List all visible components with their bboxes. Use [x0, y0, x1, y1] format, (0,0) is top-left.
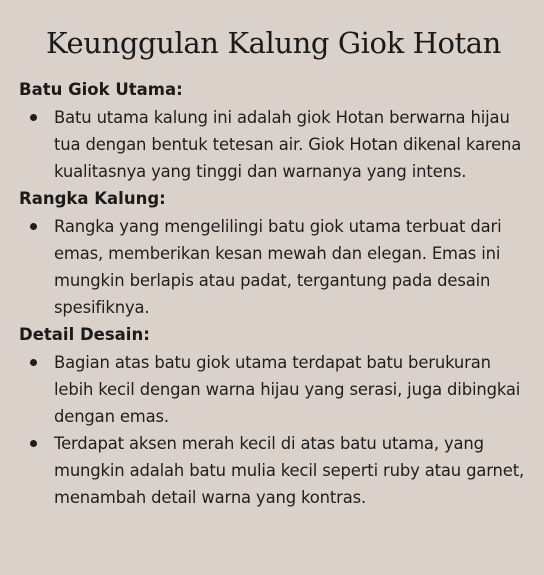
section-detail-desain [19, 321, 528, 511]
list-item [19, 430, 528, 511]
document-title: Keunggulan Kalung Giok Hotan [46, 26, 501, 60]
bullet-list [19, 349, 528, 511]
section-heading: Batu Giok Utama: [19, 80, 183, 99]
bullet-icon [30, 359, 37, 366]
bullet-list [19, 104, 528, 185]
bullet-icon [30, 440, 37, 447]
section-rangka-kalung [19, 185, 528, 321]
section-heading: Detail Desain: [19, 325, 150, 344]
bullet-icon [30, 114, 37, 121]
section-batu-giok-utama [19, 76, 528, 185]
list-item-text: Bagian atas batu giok utama terdapat batu berukuran lebih kecil dengan warna hijau yang serasi, juga dibingkai dengan emas. [54, 353, 521, 426]
list-item-text: Batu utama kalung ini adalah giok Hotan berwarna hijau tua dengan bentuk tetesan air. Giok Hotan dikenal karena kualitasnya yang tinggi dan warnanya yang intens. [54, 108, 522, 181]
bullet-icon [30, 223, 37, 230]
list-item-text: Rangka yang mengelilingi batu giok utama terbuat dari emas, memberikan kesan mewah dan elegan. Emas ini mungkin berlapis atau padat, tergantung pada desain spesifiknya. [54, 217, 502, 317]
list-item-text: Terdapat aksen merah kecil di atas batu utama, yang mungkin adalah batu mulia kecil seperti ruby atau garnet, menambah detail warna yang kontras. [54, 434, 525, 507]
bullet-list [19, 213, 528, 321]
list-item [19, 104, 528, 185]
list-item [19, 213, 528, 321]
list-item [19, 349, 528, 430]
section-heading: Rangka Kalung: [19, 189, 166, 208]
